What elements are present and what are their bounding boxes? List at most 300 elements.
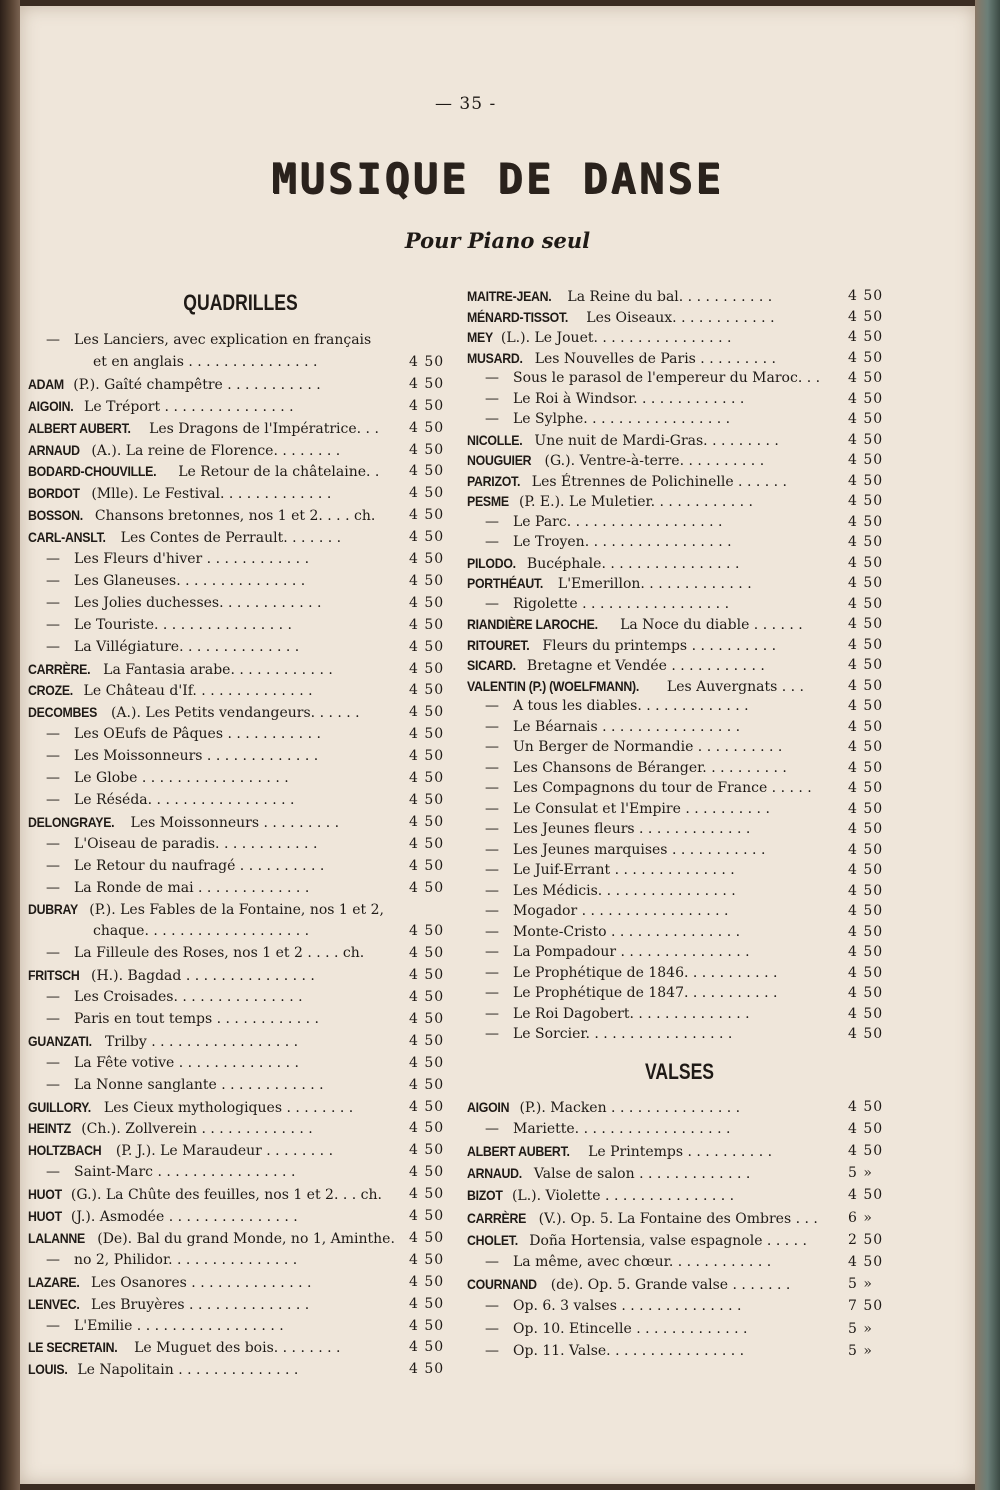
list-item: [28, 352, 453, 372]
list-item: [467, 819, 892, 839]
list-item: [467, 1185, 892, 1205]
list-item: [28, 1118, 453, 1138]
entry-price: 4 50: [409, 1229, 445, 1246]
entry-text: [467, 430, 779, 451]
list-item: [467, 696, 892, 716]
entry-dash: —: [46, 551, 60, 567]
entry-text: [485, 1319, 747, 1339]
entry-title: Les Médicis. . . . . . . . . . . . . . . .: [513, 882, 736, 899]
list-item: [28, 1031, 453, 1051]
entry-text: [28, 1337, 341, 1358]
composer-name: LALANNE: [28, 1229, 86, 1246]
entry-title: Le Prophétique de 1846. . . . . . . . . . .: [513, 964, 778, 981]
page-subtitle: Pour Piano seul: [404, 228, 591, 253]
list-item: [467, 614, 892, 634]
list-item: [467, 594, 892, 614]
entry-text: [28, 1359, 298, 1380]
list-item: [467, 1097, 892, 1117]
entry-price: 4 50: [409, 397, 445, 414]
composer-name: AIGOIN: [467, 1098, 510, 1115]
entry-title: La même, avec chœur. . . . . . . . . . . .: [513, 1253, 772, 1270]
entry-price: 4 50: [409, 1120, 445, 1137]
entry-title: (De). Bal du grand Monde, no 1, Aminthe.: [97, 1230, 395, 1247]
composer-name: PARIZOT.: [467, 472, 521, 489]
entry-text: [28, 899, 384, 920]
page-edge: [975, 0, 1000, 1490]
entry-title: Le Retour de la châtelaine. .: [178, 464, 380, 481]
entry-title: (A.). Les Petits vendangeurs. . . . . .: [110, 705, 360, 722]
entry-text: [485, 1024, 732, 1044]
entry-price: 4 50: [848, 390, 884, 407]
entry-dash: —: [485, 821, 499, 837]
entry-price: 5 »: [848, 1320, 873, 1337]
entry-price: 4 50: [409, 682, 445, 699]
list-item: [28, 878, 453, 898]
entry-price: 4 50: [848, 964, 884, 981]
list-item: [28, 659, 453, 679]
composer-name: CARRÈRE: [467, 1209, 527, 1226]
entry-title: (de). Op. 5. Grande valse . . . . . . .: [550, 1277, 791, 1294]
entry-text: [28, 1140, 333, 1161]
list-item: [28, 440, 453, 460]
entry-dash: —: [485, 1253, 499, 1270]
composer-name: RITOURET.: [467, 636, 530, 653]
entry-text: [46, 856, 324, 876]
entry-text: [467, 307, 775, 328]
list-item: [467, 1296, 892, 1316]
composer-name: CARRÈRE.: [28, 660, 91, 677]
list-item: [28, 330, 453, 350]
entry-text: [485, 1341, 744, 1361]
entry-text: [46, 943, 364, 963]
composer-name: BIZOT: [467, 1187, 503, 1204]
entry-title: (P. J.). Le Maraudeur . . . . . . . .: [115, 1143, 334, 1160]
composer-name: ARNAUD.: [467, 1165, 522, 1182]
list-item: [28, 1337, 453, 1357]
list-item: [28, 1053, 453, 1073]
list-item: [467, 450, 892, 470]
entry-price: 4 50: [409, 945, 445, 962]
list-item: [28, 527, 453, 547]
entry-price: 4 50: [848, 1187, 884, 1204]
entry-price: 4 50: [409, 813, 445, 830]
entry-price: 4 50: [848, 1253, 884, 1270]
entry-price: 4 50: [848, 370, 884, 386]
entry-price: 4 50: [409, 1032, 445, 1049]
entry-text: [46, 724, 321, 744]
composer-name: CROZE.: [28, 682, 73, 699]
entry-text: [46, 549, 309, 569]
entry-text: [467, 450, 764, 471]
list-item: [28, 637, 453, 657]
entry-price: 4 50: [409, 1054, 445, 1071]
entry-text: [28, 680, 313, 701]
list-item: [467, 778, 892, 798]
entry-title: Le Touriste. . . . . . . . . . . . . . . .: [74, 616, 292, 633]
entry-text: [467, 635, 776, 656]
entry-price: 4 50: [848, 985, 884, 1001]
entry-price: 4 50: [409, 353, 445, 370]
entry-price: 4 50: [848, 1005, 884, 1022]
entry-text: [485, 1296, 742, 1316]
composer-name: FRITSCH: [28, 967, 80, 984]
entry-text: [46, 1162, 295, 1182]
list-item: [467, 1163, 892, 1183]
composer-name: AIGOIN.: [28, 397, 74, 414]
entry-dash: —: [46, 594, 60, 611]
entry-title: L'Emerillon. . . . . . . . . . . . .: [557, 576, 752, 592]
entry-text: [467, 1230, 807, 1251]
entry-price: 2 50: [848, 1231, 884, 1248]
entry-text: [28, 1031, 298, 1052]
entry-title: Le Sylphe. . . . . . . . . . . . . . . . .: [513, 411, 731, 427]
entry-title: Le Napolitain . . . . . . . . . . . . . .: [77, 1362, 299, 1379]
entry-price: 7 50: [848, 1298, 884, 1315]
entry-dash: —: [485, 1120, 499, 1137]
entry-title: (G.). Ventre-à-terre. . . . . . . . . .: [544, 453, 765, 469]
list-item: [28, 943, 453, 963]
composer-name: HUOT: [28, 1208, 62, 1224]
entry-title: (V.). Op. 5. La Fontaine des Ombres . . .: [538, 1210, 818, 1227]
entry-title: Le Réséda. . . . . . . . . . . . . . . . .: [74, 791, 295, 808]
entry-text: [46, 1053, 299, 1073]
entry-dash: —: [485, 944, 499, 960]
entry-price: 4 50: [848, 759, 884, 776]
entry-title: La Fête votive . . . . . . . . . . . . . .: [74, 1054, 299, 1071]
entry-price: 4 50: [848, 718, 884, 735]
entry-price: 4 50: [848, 493, 884, 509]
list-item: [467, 573, 892, 593]
entry-text: [467, 553, 739, 574]
entry-dash: —: [485, 1342, 499, 1359]
entry-price: 4 50: [409, 726, 445, 743]
entry-title: La Pompadour . . . . . . . . . . . . . . .: [513, 944, 750, 960]
list-item: [28, 571, 453, 591]
entry-title: Le Printemps . . . . . . . . . .: [588, 1143, 773, 1160]
list-item: [467, 368, 892, 388]
entry-dash: —: [485, 1005, 499, 1022]
entry-text: [28, 1118, 313, 1139]
composer-name: LE SECRETAIN.: [28, 1339, 118, 1356]
list-item: [28, 483, 453, 503]
entry-price: 4 50: [409, 1295, 445, 1312]
entry-title: (L.). Le Jouet. . . . . . . . . . . . . . . .: [500, 330, 732, 346]
entry-text: [28, 505, 375, 526]
entry-price: 4 50: [409, 441, 445, 458]
entry-text: [28, 374, 321, 395]
entry-title: no 2, Philidor. . . . . . . . . . . . . . .: [74, 1251, 298, 1268]
entry-title: Les Osanores . . . . . . . . . . . . . .: [91, 1274, 312, 1291]
entry-text: [485, 717, 740, 737]
entry-title: Les Bruyères . . . . . . . . . . . . . .: [91, 1296, 310, 1313]
entry-text: [28, 418, 379, 439]
entry-dash: —: [46, 1010, 60, 1027]
entry-text: [467, 1163, 750, 1184]
entry-price: 4 50: [409, 507, 445, 524]
entry-price: 4 50: [409, 529, 445, 546]
entry-title: Doña Hortensia, valse espagnole . . . . .: [529, 1232, 807, 1249]
composer-name: MEY: [467, 329, 493, 345]
entry-price: 4 50: [409, 1339, 445, 1356]
entry-dash: —: [46, 1317, 60, 1334]
entry-title: Le Globe . . . . . . . . . . . . . . . . .: [74, 770, 289, 786]
page: [20, 6, 975, 1484]
entry-title: Le Sorcier. . . . . . . . . . . . . . . . .: [513, 1026, 733, 1042]
entry-text: [46, 615, 292, 635]
entry-title: Les Jolies duchesses. . . . . . . . . . . .: [74, 594, 322, 611]
entry-text: [467, 676, 804, 697]
list-item: [28, 396, 453, 416]
list-item: [467, 881, 892, 901]
entry-dash: —: [485, 1320, 499, 1337]
composer-name: BOSSON.: [28, 507, 83, 524]
entry-text: [485, 881, 736, 901]
entry-text: [28, 812, 339, 833]
composer-name: NICOLLE.: [467, 431, 523, 448]
entry-text: [46, 878, 309, 898]
composer-name: HEINTZ: [28, 1120, 71, 1137]
section-heading-quadrilles: QUADRILLES: [183, 290, 298, 315]
entry-text: [467, 614, 803, 635]
list-item: [467, 1208, 892, 1228]
entry-text: [46, 330, 371, 350]
entry-dash: —: [46, 879, 60, 896]
entry-text: [93, 921, 309, 941]
entry-text: [485, 594, 729, 614]
list-item: [467, 286, 892, 306]
entry-price: 4 50: [848, 1142, 884, 1159]
entry-title: La Villégiature. . . . . . . . . . . . . .: [74, 638, 300, 655]
composer-name: LOUIS.: [28, 1361, 68, 1378]
entry-title: Bretagne et Vendée . . . . . . . . . . .: [526, 658, 765, 674]
entry-title: Le Retour du naufragé . . . . . . . . . .: [74, 857, 325, 874]
entry-price: 4 50: [848, 841, 884, 858]
entry-price: 4 50: [848, 1120, 884, 1137]
entry-text: [467, 573, 752, 594]
entry-dash: —: [46, 1251, 60, 1268]
list-item: [28, 1359, 453, 1379]
entry-price: 4 50: [848, 657, 884, 673]
list-item: [28, 461, 453, 481]
entry-title: La Fantasia arabe. . . . . . . . . . . .: [103, 661, 333, 678]
entry-price: 4 50: [409, 375, 445, 392]
entry-title: Les Chansons de Béranger. . . . . . . . . .: [513, 759, 787, 776]
composer-name: ALBERT AUBERT.: [28, 419, 131, 436]
entry-price: 4 50: [848, 349, 884, 366]
entry-price: 4 50: [848, 472, 884, 489]
entry-dash: —: [46, 748, 60, 765]
list-item: [28, 724, 453, 744]
list-item: [28, 1184, 453, 1204]
list-item: [467, 471, 892, 491]
entry-title: Les OEufs de Pâques . . . . . . . . . . .: [74, 726, 321, 743]
entry-text: [28, 1294, 309, 1315]
list-item: [467, 1341, 892, 1361]
entry-price: 4 50: [848, 308, 884, 325]
list-item: [467, 860, 892, 880]
entry-dash: —: [46, 835, 60, 852]
entry-price: 4 50: [409, 660, 445, 677]
entry-dash: —: [485, 862, 499, 878]
entry-text: [28, 702, 360, 723]
entry-price: 4 50: [848, 636, 884, 653]
entry-dash: —: [46, 1054, 60, 1071]
entry-title: Le Consulat et l'Empire . . . . . . . . . .: [513, 800, 770, 817]
entry-title: Le Roi à Windsor. . . . . . . . . . . . .: [513, 390, 745, 407]
entry-price: 4 50: [409, 1076, 445, 1093]
entry-title: Op. 6. 3 valses . . . . . . . . . . . . . .: [513, 1298, 742, 1315]
composer-name: HUOT: [28, 1186, 62, 1203]
entry-text: [28, 461, 379, 482]
list-item: [467, 840, 892, 860]
entry-text: [467, 1274, 790, 1295]
list-item: [467, 1119, 892, 1139]
entry-price: 4 50: [848, 800, 884, 817]
entry-text: [485, 1252, 771, 1272]
entry-price: 4 50: [409, 835, 445, 852]
entry-price: 4 50: [409, 989, 445, 1005]
entry-dash: —: [485, 370, 499, 386]
list-item: [467, 553, 892, 573]
entry-title: Les Étrennes de Polichinelle . . . . . .: [531, 473, 788, 490]
list-item: [467, 532, 892, 552]
entry-price: 4 50: [409, 1251, 445, 1268]
composer-name: DUBRAY: [28, 901, 78, 918]
entry-title: (P.). Gaîté champêtre . . . . . . . . . . .: [73, 376, 321, 393]
entry-price: 4 50: [409, 463, 445, 480]
composer-name: DECOMBES: [28, 704, 98, 721]
composer-name: LAZARE.: [28, 1273, 80, 1290]
list-item: [28, 374, 453, 394]
entry-title: Mariette. . . . . . . . . . . . . . . . . .: [513, 1120, 731, 1137]
entry-title: Saint-Marc . . . . . . . . . . . . . . . .: [74, 1164, 296, 1181]
list-item: [467, 1319, 892, 1339]
list-item: [467, 1274, 892, 1294]
composer-name: PILODO.: [467, 554, 516, 571]
entry-text: [28, 1228, 395, 1249]
entry-text: [467, 655, 765, 676]
entry-text: [485, 532, 732, 552]
entry-dash: —: [485, 718, 499, 735]
list-item: [467, 348, 892, 368]
entry-price: 4 50: [848, 431, 884, 448]
composer-name: HOLTZBACH: [28, 1142, 102, 1159]
list-item: [28, 921, 453, 941]
entry-text: [485, 983, 777, 1003]
entry-price: 6 »: [848, 1209, 873, 1226]
list-item: [28, 1162, 453, 1182]
page-title: MUSIQUE DE DANSE: [271, 154, 724, 203]
entry-title: Le Muguet des bois. . . . . . . .: [134, 1340, 341, 1357]
list-item: [28, 834, 453, 854]
composer-name: BODARD-CHOUVILLE.: [28, 463, 157, 480]
entry-price: 4 50: [409, 923, 445, 940]
entry-dash: —: [46, 791, 60, 808]
entry-price: 4 50: [848, 862, 884, 878]
entry-price: 4 50: [848, 923, 884, 940]
list-item: [467, 737, 892, 757]
page-number: — 35 -: [435, 94, 497, 114]
section-heading-valses: VALSES: [644, 1058, 715, 1084]
entry-title: Fleurs du printemps . . . . . . . . . .: [542, 637, 777, 654]
entry-text: [467, 491, 753, 512]
entry-dash: —: [485, 780, 499, 796]
entry-price: 4 50: [848, 616, 884, 632]
entry-dash: —: [46, 616, 60, 633]
list-item: [28, 768, 453, 788]
entry-title: Les Dragons de l'Impératrice. . .: [149, 420, 379, 437]
entry-title: Sous le parasol de l'empereur du Maroc. . .: [513, 370, 821, 386]
entry-dash: —: [46, 1076, 60, 1093]
composer-name: ARNAUD: [28, 441, 80, 458]
entry-title: Rigolette . . . . . . . . . . . . . . . . .: [513, 595, 730, 612]
entry-price: 4 50: [409, 1142, 445, 1159]
list-item: [467, 1024, 892, 1044]
entry-price: 4 50: [409, 857, 445, 874]
composer-name: PESME: [467, 493, 509, 509]
entry-text: [28, 527, 341, 548]
entry-text: [485, 799, 770, 819]
entry-text: [46, 1075, 324, 1095]
entry-title: Les Fleurs d'hiver . . . . . . . . . . . .: [74, 551, 310, 567]
entry-dash: —: [485, 923, 499, 940]
entry-price: 4 50: [409, 638, 445, 655]
entry-title: Le Château d'If. . . . . . . . . . . . . .: [83, 683, 313, 700]
entry-price: 4 50: [848, 595, 884, 612]
entry-price: 4 50: [409, 1186, 445, 1203]
entry-title: Les Jeunes marquises . . . . . . . . . . .: [513, 841, 766, 858]
composer-name: CHOLET.: [467, 1231, 518, 1248]
entry-dash: —: [485, 739, 499, 755]
entry-title: (P.). Les Fables de la Fontaine, nos 1 et 2,: [89, 902, 384, 919]
list-item: [28, 1009, 453, 1029]
list-item: [467, 409, 892, 429]
entry-text: [485, 942, 750, 962]
entry-title: Paris en tout temps . . . . . . . . . . . .: [74, 1010, 319, 1027]
list-item: [28, 812, 453, 832]
entry-price: 5 »: [848, 1165, 873, 1182]
entry-dash: —: [46, 857, 60, 874]
entry-title: Monte-Cristo . . . . . . . . . . . . . . .: [513, 923, 741, 940]
entry-title: L'Emilie . . . . . . . . . . . . . . . . .: [74, 1317, 284, 1334]
entry-text: [46, 987, 303, 1007]
entry-title: Les Lanciers, avec explication en français: [74, 332, 372, 348]
list-item: [467, 635, 892, 655]
entry-title: Op. 11. Valse. . . . . . . . . . . . . . . .: [513, 1342, 745, 1359]
entry-text: [467, 471, 787, 492]
entry-text: [467, 1185, 734, 1206]
entry-text: [485, 1119, 730, 1139]
list-item: [28, 702, 453, 722]
entry-price: 4 50: [848, 329, 884, 345]
entry-dash: —: [46, 726, 60, 743]
entry-price: 4 50: [848, 452, 884, 468]
composer-name: DELONGRAYE.: [28, 813, 115, 830]
entry-title: La Noce du diable . . . . . .: [620, 617, 803, 633]
entry-title: A tous les diables. . . . . . . . . . . . .: [513, 698, 749, 714]
entry-text: [28, 1184, 382, 1205]
entry-text: [467, 1141, 772, 1162]
entry-text: [46, 1316, 284, 1336]
list-item: [28, 746, 453, 766]
entry-title: Un Berger de Normandie . . . . . . . . . .: [513, 739, 783, 755]
list-item: [467, 901, 892, 921]
entry-text: [46, 637, 299, 657]
entry-text: [46, 1250, 297, 1270]
composer-name: CARL-ANSLT.: [28, 529, 106, 546]
entry-dash: —: [46, 945, 60, 962]
entry-title: Le Troyen. . . . . . . . . . . . . . . . .: [513, 534, 732, 550]
